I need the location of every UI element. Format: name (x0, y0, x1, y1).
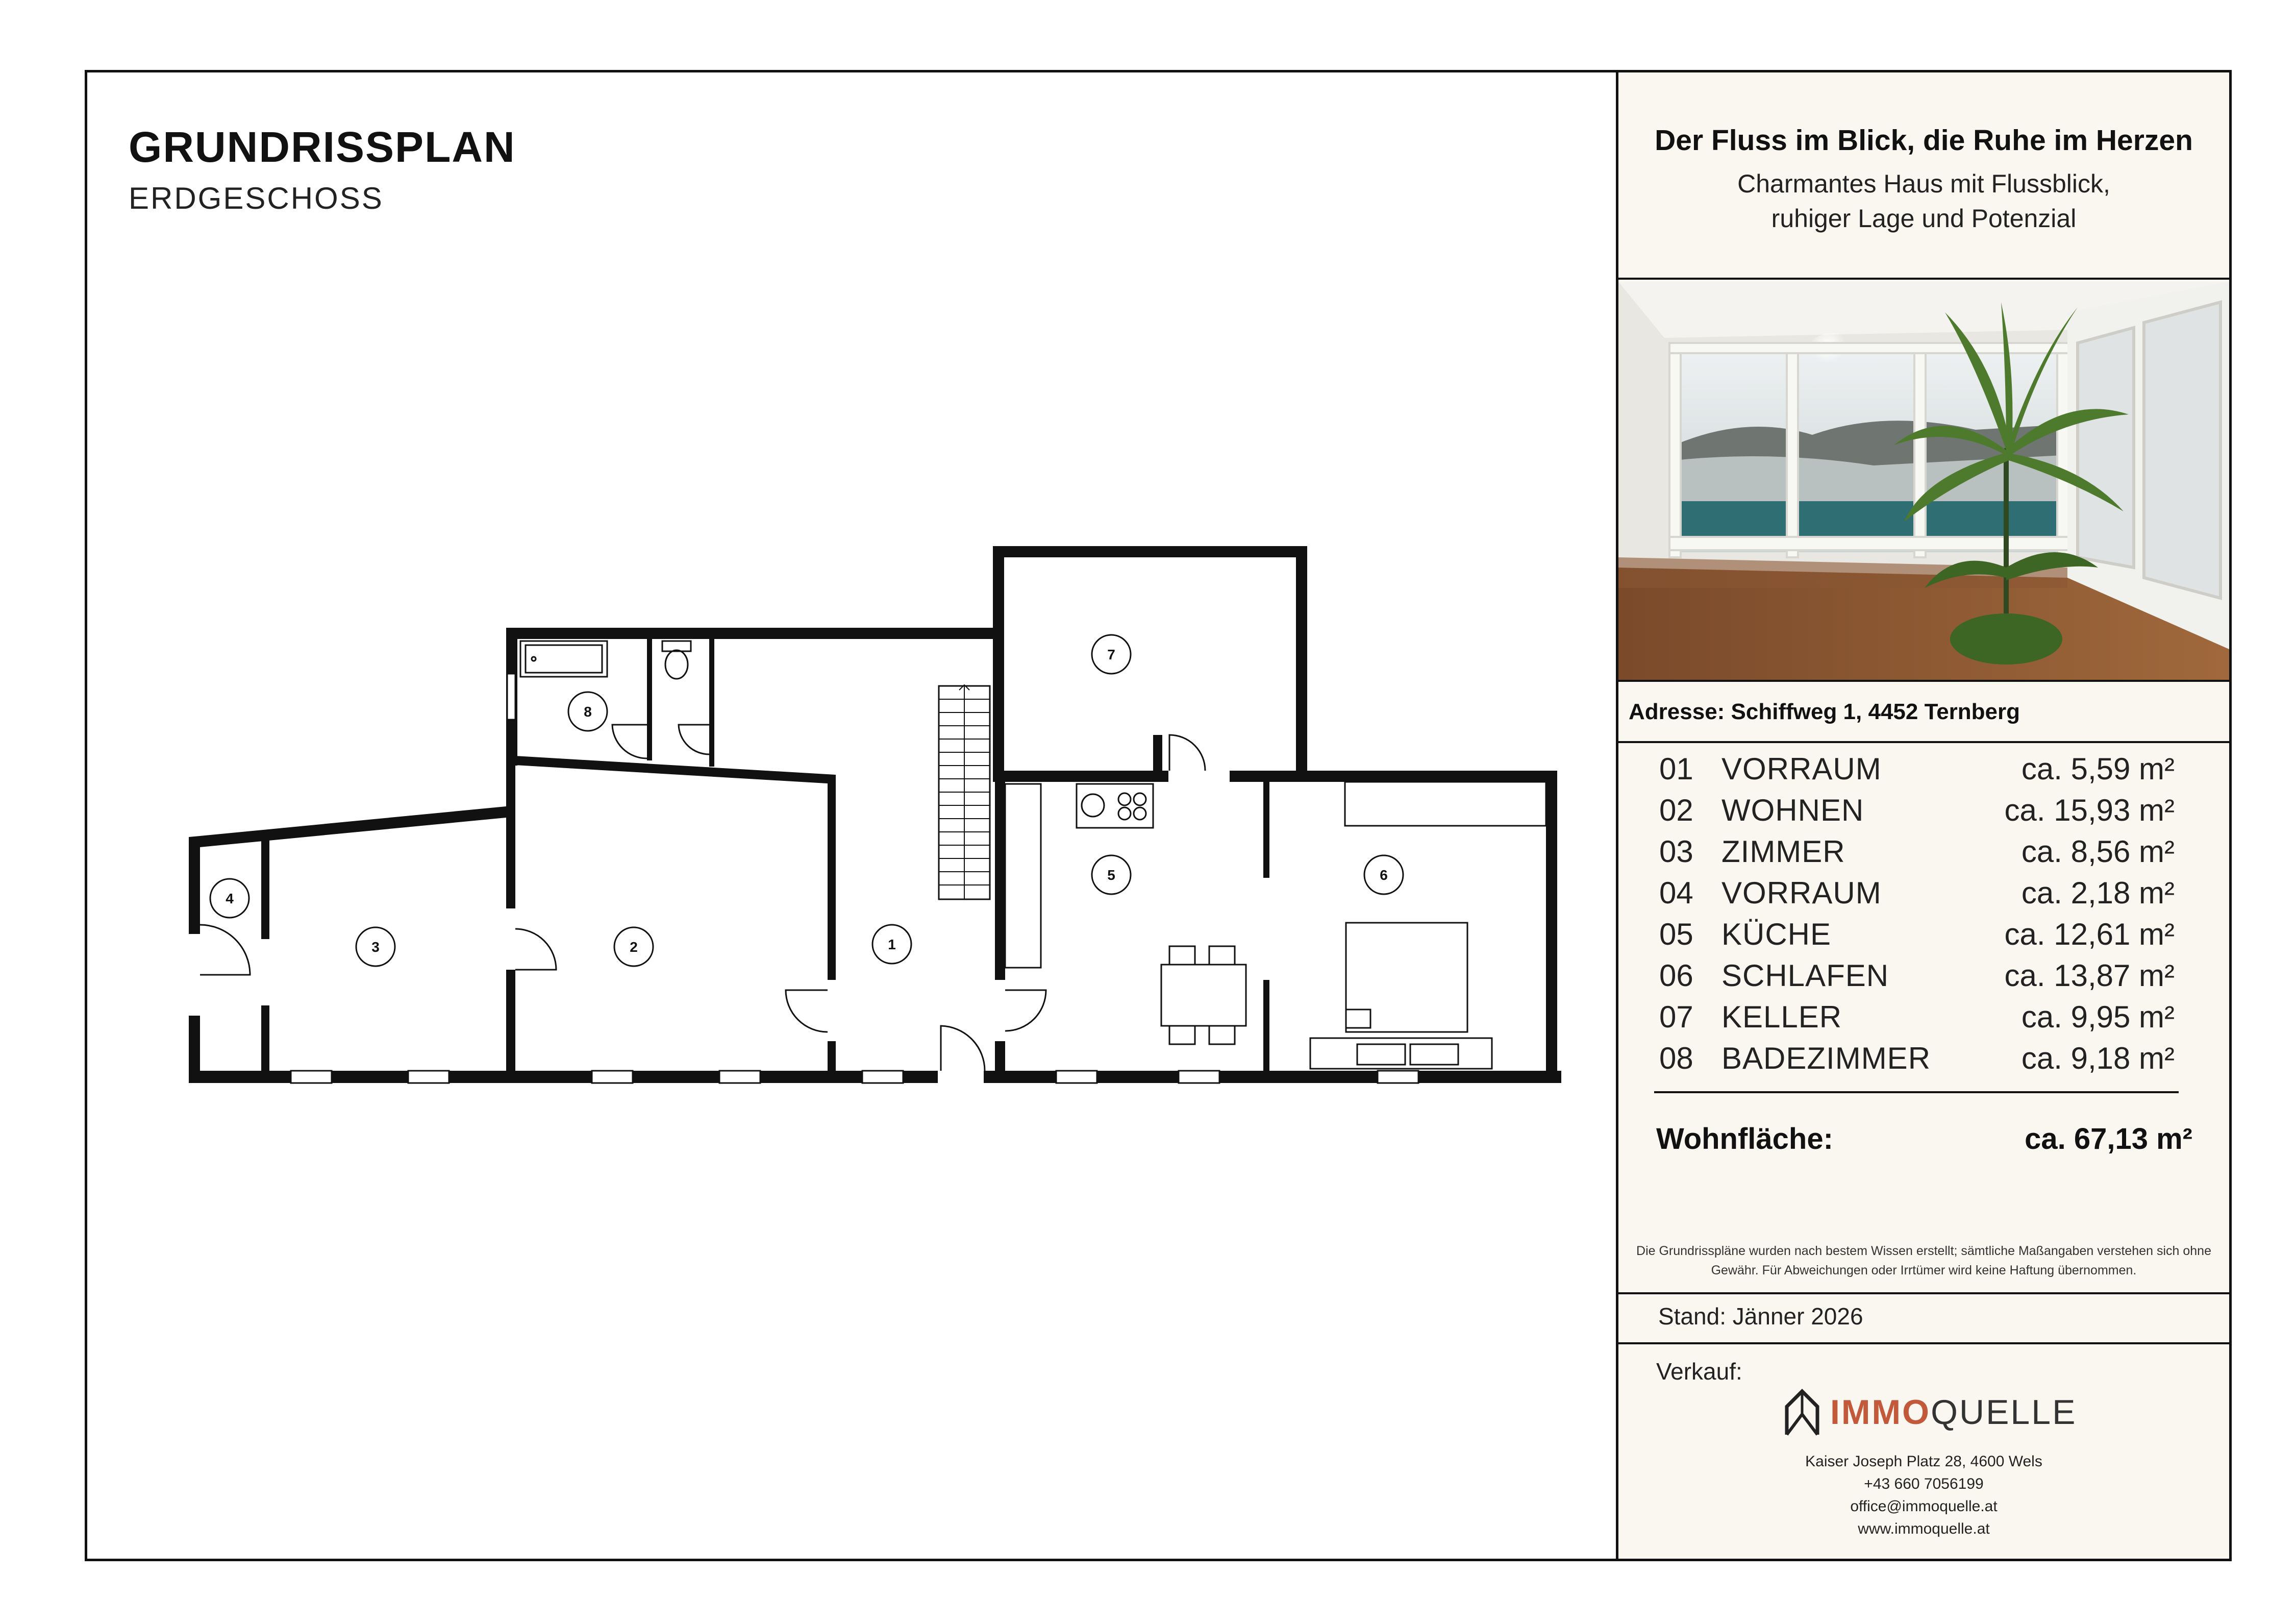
door-swing (515, 929, 556, 970)
room-number: 04 (1659, 876, 1693, 910)
wall (1546, 771, 1557, 1083)
room-area: ca. 2,18 m² (2021, 876, 2175, 910)
wall (647, 639, 652, 760)
door-swing (786, 990, 828, 1032)
sum-rule (1654, 1091, 2179, 1093)
room-name: VORRAUM (1721, 752, 1882, 786)
room-name: VORRAUM (1721, 876, 1882, 910)
panel-rule (1618, 741, 2229, 743)
panel-rule (1618, 680, 2229, 682)
logo-text (1830, 1392, 2077, 1432)
toilet-bowl (665, 650, 688, 679)
room-area: ca. 9,18 m² (2021, 1041, 2175, 1075)
contact-web[interactable]: www.immoquelle.at (1858, 1520, 1990, 1537)
room-marker-label: 8 (584, 704, 592, 720)
headline: Der Fluss im Blick, die Ruhe im Herzen (1655, 124, 2193, 157)
kitchen-side-counter (1005, 784, 1041, 968)
room-row (1659, 751, 2175, 793)
wall (993, 546, 1004, 782)
bathtub-inner (526, 645, 602, 673)
wall (993, 771, 1557, 782)
room-area: ca. 9,95 m² (2021, 1000, 2175, 1034)
room-number: 07 (1659, 1000, 1693, 1034)
room-marker-label: 2 (630, 939, 638, 955)
address: Adresse: Schiffweg 1, 4452 Ternberg (1629, 699, 2020, 724)
plan-subtitle: ERDGESCHOSS (129, 181, 384, 215)
dining-table (1161, 965, 1246, 1026)
room-area: ca. 12,61 m² (2004, 917, 2175, 951)
bathtub (520, 641, 607, 677)
contact-street: Kaiser Joseph Platz 28, 4600 Wels (1805, 1453, 2042, 1470)
room-row (1659, 917, 2175, 958)
room-row (1659, 999, 2175, 1041)
room-row (1659, 793, 2175, 834)
panel-header (1618, 72, 2229, 280)
wall (1296, 546, 1307, 782)
logo-text-bold: IMMO (1830, 1393, 1931, 1432)
room-row (1659, 834, 2175, 875)
room-row (1659, 1041, 2175, 1082)
tub-drain (532, 657, 536, 661)
room-area: ca. 15,93 m² (2004, 793, 2175, 827)
door-swing (1169, 735, 1205, 771)
company-logo (1782, 1384, 2088, 1440)
panel-rule (1618, 1342, 2229, 1344)
wall (189, 806, 506, 848)
panel-rule (1618, 278, 2229, 280)
floor-plan (168, 521, 1592, 1097)
bed (1346, 923, 1467, 1032)
room-number: 06 (1659, 958, 1693, 993)
room-name: BADEZIMMER (1721, 1041, 1931, 1075)
stand-date: Stand: Jänner 2026 (1658, 1303, 1863, 1330)
contact-phone[interactable]: +43 660 7056199 (1864, 1475, 1984, 1492)
room-row (1659, 875, 2175, 917)
room-marker-label: 4 (226, 891, 234, 906)
room-name: SCHLAFEN (1721, 958, 1889, 993)
door-swing (200, 925, 250, 975)
wall (506, 628, 1004, 639)
door-swing (612, 725, 647, 758)
room-name: WOHNEN (1721, 793, 1864, 827)
door-swing (679, 725, 709, 754)
disclaimer: Die Grundrisspläne wurden nach bestem Wissen erstellt; sämtliche Maßangaben verstehen sich ohne Gewähr. Für Abweichungen oder Irrtümer wird keine Haftung übernommen. (1636, 1244, 2211, 1277)
room-marker-label: 6 (1380, 867, 1388, 883)
room-number: 05 (1659, 917, 1693, 951)
wall (1153, 735, 1162, 776)
wall (709, 639, 714, 767)
room-number: 08 (1659, 1041, 1693, 1075)
door-swing (941, 1026, 985, 1071)
room-marker-label: 7 (1107, 647, 1115, 662)
room-marker-label: 1 (888, 937, 896, 952)
total-value: ca. 67,13 m² (2025, 1122, 2192, 1155)
house-logo-icon (1782, 1386, 1823, 1437)
logo-text-light: QUELLE (1931, 1393, 2077, 1432)
room-number: 01 (1659, 752, 1693, 786)
info-panel (1618, 72, 2229, 1559)
room-number: 02 (1659, 793, 1693, 827)
room-marker-label: 3 (371, 939, 380, 955)
room-name: KELLER (1721, 1000, 1842, 1034)
room-row (1659, 958, 2175, 999)
room-area: ca. 8,56 m² (2021, 834, 2175, 869)
room-number: 03 (1659, 834, 1693, 869)
door-swing (1005, 990, 1046, 1031)
plan-title: GRUNDRISSPLAN (129, 123, 516, 171)
room-name: ZIMMER (1721, 834, 1845, 869)
contact-email[interactable]: office@immoquelle.at (1850, 1498, 1998, 1515)
wall (993, 546, 1307, 557)
verkauf-label: Verkauf: (1656, 1358, 1742, 1385)
room-area: ca. 13,87 m² (2004, 958, 2175, 993)
subline: Charmantes Haus mit Flussblick, ruhiger Lage und Potenzial (1737, 169, 2110, 233)
wall (506, 755, 836, 784)
room-area: ca. 5,59 m² (2021, 752, 2175, 786)
wardrobe (1345, 782, 1546, 826)
property-photo (1618, 282, 2229, 680)
contact-block (1618, 1450, 2229, 1540)
total-label: Wohnfläche: (1656, 1122, 1833, 1155)
room-list (1659, 751, 2175, 1082)
panel-rule (1618, 1292, 2229, 1294)
room-name: KÜCHE (1721, 917, 1832, 951)
room-marker-label: 5 (1107, 867, 1115, 883)
